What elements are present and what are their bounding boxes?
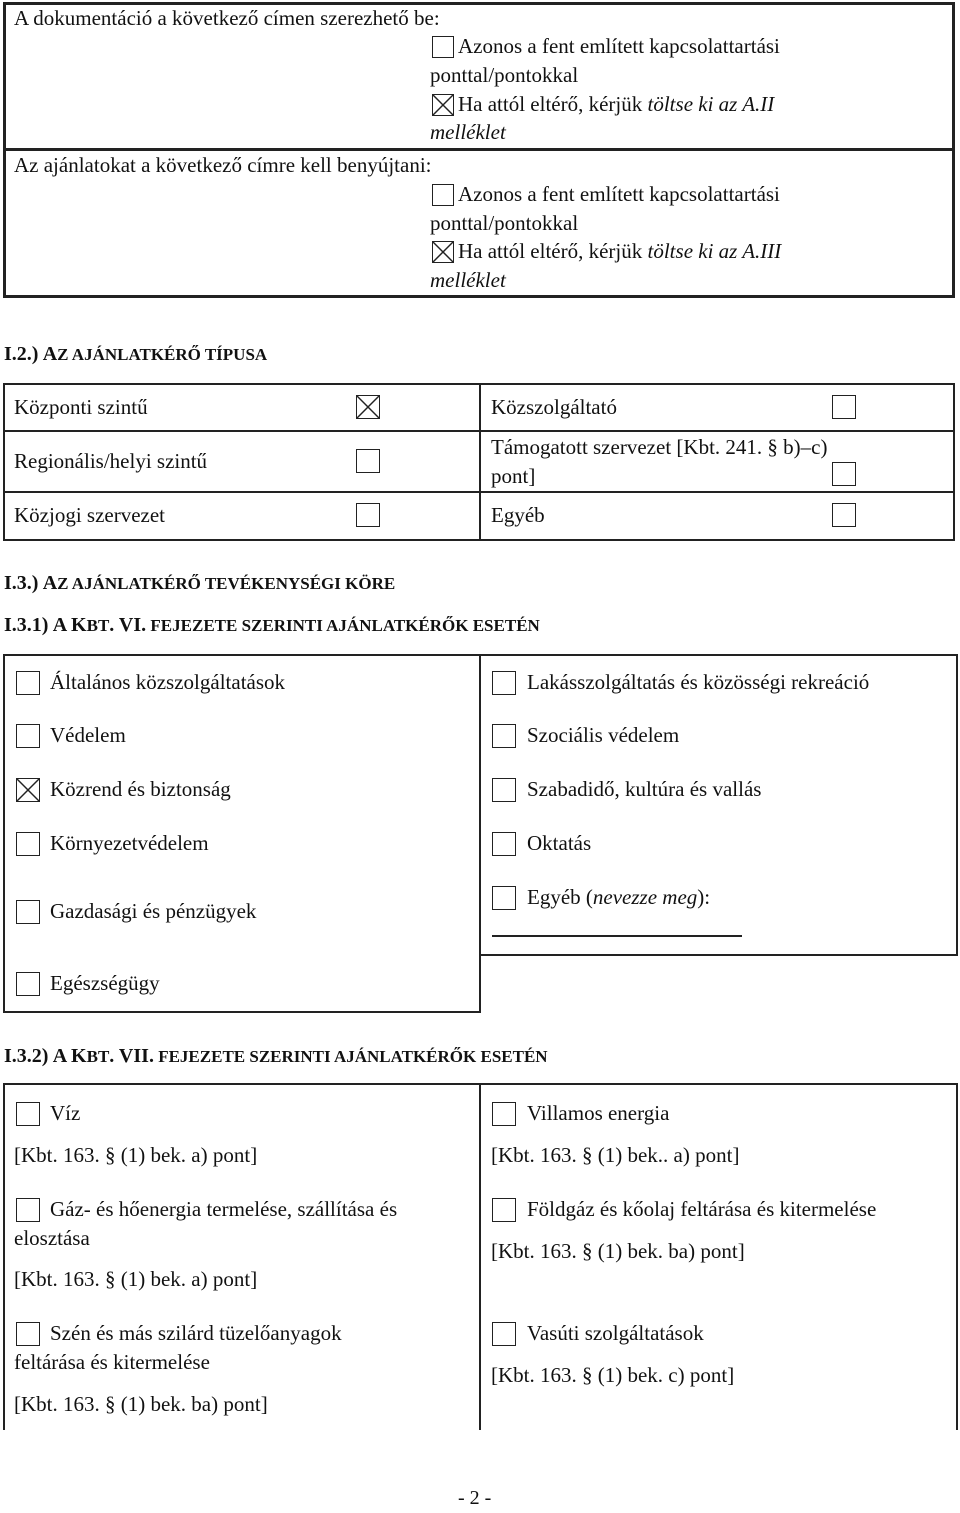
page-number: - 2 -: [458, 1487, 492, 1509]
other-activity-label: Egyéb (nevezze meg):: [527, 885, 711, 909]
housing-checkbox[interactable]: [492, 671, 516, 695]
docs-different-label-1: Ha attól eltérő, kérjük töltse ki az A.II: [458, 92, 775, 116]
sector-box-left: [3, 1083, 5, 1430]
education-checkbox[interactable]: [492, 832, 516, 856]
social-checkbox[interactable]: [492, 724, 516, 748]
health-checkbox[interactable]: [16, 972, 40, 996]
rail-checkbox[interactable]: [492, 1322, 516, 1346]
activity-box-left: [3, 654, 5, 1013]
oil-gas-ref: [Kbt. 163. § (1) bek. ba) pont]: [491, 1239, 745, 1263]
supported-checkbox[interactable]: [832, 462, 856, 486]
social-label: Szociális védelem: [527, 723, 680, 747]
section-i2-heading: I.2.) AZ AJÁNLATKÉRŐ TÍPUSA: [4, 343, 268, 365]
activity-box-middle: [479, 654, 481, 1013]
docs-label: A dokumentáció a következő címen szerezhető be:: [14, 6, 440, 30]
gas-ref: [Kbt. 163. § (1) bek. a) pont]: [14, 1267, 258, 1291]
offers-different-label-2: melléklet: [430, 268, 506, 292]
offers-different-checkbox[interactable]: [432, 241, 454, 263]
other-type-checkbox[interactable]: [832, 503, 856, 527]
general-services-label: Általános közszolgáltatások: [50, 670, 286, 694]
public-service-checkbox[interactable]: [832, 395, 856, 419]
docs-same-checkbox[interactable]: [432, 36, 454, 58]
public-order-label: Közrend és biztonság: [50, 777, 231, 801]
other-activity-checkbox[interactable]: [492, 886, 516, 910]
sector-box-right: [956, 1083, 958, 1430]
electricity-ref: [Kbt. 163. § (1) bek.. a) pont]: [491, 1143, 740, 1167]
sector-box-middle: [479, 1083, 481, 1430]
defence-label: Védelem: [50, 723, 126, 747]
central-checkbox[interactable]: [356, 395, 380, 419]
water-ref: [Kbt. 163. § (1) bek. a) pont]: [14, 1143, 258, 1167]
public-service-label: Közszolgáltató: [491, 395, 617, 419]
rail-ref: [Kbt. 163. § (1) bek. c) pont]: [491, 1363, 735, 1387]
public-law-label: Közjogi szervezet: [14, 503, 166, 527]
public-law-checkbox[interactable]: [356, 503, 380, 527]
activity-box-bottom-left: [3, 1011, 481, 1013]
economic-checkbox[interactable]: [16, 900, 40, 924]
central-label: Központi szintű: [14, 395, 148, 419]
offers-same-label-2: ponttal/pontokkal: [430, 211, 579, 235]
activity-box-right: [956, 654, 958, 956]
gas-label-2: elosztása: [14, 1226, 90, 1250]
section-i31-heading: I.3.1) A KBT. VI. FEJEZETE SZERINTI AJÁNLATKÉRŐK ESETÉN: [4, 614, 540, 636]
supported-label-2: pont]: [491, 464, 536, 488]
leisure-label: Szabadidő, kultúra és vallás: [527, 777, 762, 801]
gas-label-1: Gáz- és hőenergia termelése, szállítása és: [50, 1197, 398, 1221]
regional-label: Regionális/helyi szintű: [14, 449, 208, 473]
oil-gas-label: Földgáz és kőolaj feltárása és kitermelése: [527, 1197, 877, 1221]
coal-ref: [Kbt. 163. § (1) bek. ba) pont]: [14, 1392, 268, 1416]
offers-same-checkbox[interactable]: [432, 184, 454, 206]
offers-label: Az ajánlatokat a következő címre kell benyújtani:: [14, 153, 432, 177]
docs-different-checkbox[interactable]: [432, 94, 454, 116]
public-order-checkbox[interactable]: [16, 778, 40, 802]
economic-label: Gazdasági és pénzügyek: [50, 899, 257, 923]
section-i32-heading: I.3.2) A KBT. VII. FEJEZETE SZERINTI AJÁNLATKÉRŐK ESETÉN: [4, 1045, 548, 1067]
coal-label-1: Szén és más szilárd tüzelőanyagok: [50, 1321, 342, 1345]
coal-label-2: feltárása és kitermelése: [14, 1350, 210, 1374]
docs-same-label-2: ponttal/pontokkal: [430, 63, 579, 87]
education-label: Oktatás: [527, 831, 592, 855]
other-type-label: Egyéb: [491, 503, 545, 527]
health-label: Egészségügy: [50, 971, 160, 995]
offers-different-label-1: Ha attól eltérő, kérjük töltse ki az A.III: [458, 239, 782, 263]
water-label: Víz: [50, 1101, 81, 1125]
requester-type-col-divider: [479, 383, 481, 541]
environment-label: Környezetvédelem: [50, 831, 209, 855]
water-checkbox[interactable]: [16, 1102, 40, 1126]
offers-same-label-1: Azonos a fent említett kapcsolattartási: [458, 182, 780, 206]
supported-label-1: Támogatott szervezet [Kbt. 241. § b)–c): [491, 435, 828, 459]
leisure-checkbox[interactable]: [492, 778, 516, 802]
rail-label: Vasúti szolgáltatások: [527, 1321, 704, 1345]
defence-checkbox[interactable]: [16, 724, 40, 748]
housing-label: Lakásszolgáltatás és közösségi rekreáció: [527, 670, 870, 694]
electricity-checkbox[interactable]: [492, 1102, 516, 1126]
activity-box-bottom-right: [479, 954, 958, 956]
gas-checkbox[interactable]: [16, 1198, 40, 1222]
environment-checkbox[interactable]: [16, 832, 40, 856]
section-i3-heading: I.3.) AZ AJÁNLATKÉRŐ TEVÉKENYSÉGI KÖRE: [4, 572, 396, 594]
coal-checkbox[interactable]: [16, 1322, 40, 1346]
docs-different-label-2: melléklet: [430, 120, 506, 144]
electricity-label: Villamos energia: [527, 1101, 670, 1125]
general-services-checkbox[interactable]: [16, 671, 40, 695]
docs-same-label-1: Azonos a fent említett kapcsolattartási: [458, 34, 780, 58]
other-activity-input-line[interactable]: [492, 935, 742, 937]
oil-gas-checkbox[interactable]: [492, 1198, 516, 1222]
regional-checkbox[interactable]: [356, 449, 380, 473]
